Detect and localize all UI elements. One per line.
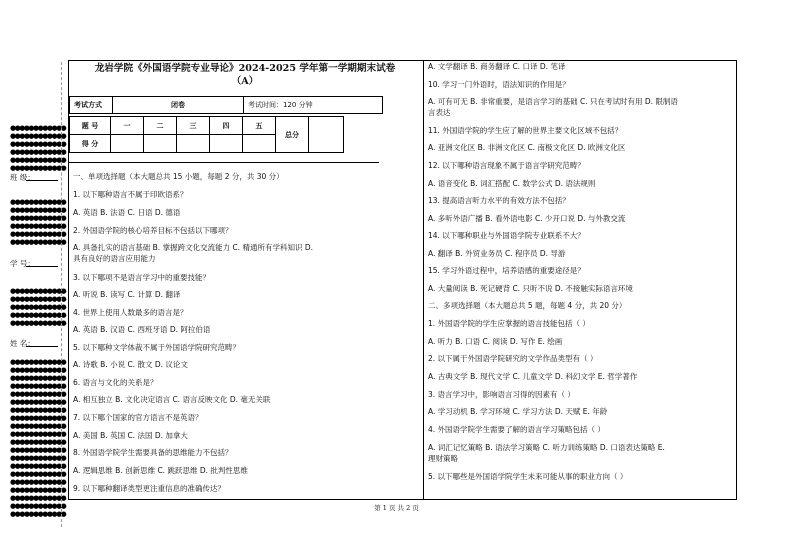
score-col-4: 四: [210, 117, 243, 135]
score-cell[interactable]: [210, 135, 243, 153]
question-text: 15. 学习外语过程中，培养语感的重要途径是？: [428, 266, 585, 275]
binding-dots-2: ●●●●●●●●●●●● ●●●●●●●●●●●● ●●●●●●●●●●●● ●●●●●●●●●●●● ●●●●●●●●●●●● ●●●●●●●●●●●●: [10, 198, 66, 246]
question-options: A. 英语 B. 法语 C. 日语 D. 德语: [73, 208, 181, 217]
exam-method-label: 考试方式: [70, 97, 113, 114]
binding-cut-line: [61, 62, 62, 527]
question-text: 5. 以下哪些是外国语学院学生未来可能从事的职业方向（ ）: [428, 472, 628, 481]
score-col-5: 五: [243, 117, 276, 135]
section-heading: 一、单项选择题（本大题总共 15 小题，每题 2 分，共 30 分）: [73, 172, 284, 181]
exam-title: [70, 62, 420, 88]
exam-time: 考试时间：120 分钟: [244, 97, 383, 114]
question-text: 13. 提高语言听力水平的有效方法不包括？: [428, 196, 570, 205]
question-options: A. 相互独立 B. 文化决定语言 C. 语言反映文化 D. 毫无关联: [73, 395, 271, 404]
question-options: A. 文学翻译 B. 商务翻译 C. 口译 D. 笔译: [428, 62, 566, 71]
exam-title-line1: 龙岩学院《外国语学院专业导论》2024-2025 学年第一学期期末试卷: [94, 63, 396, 74]
total-label: 总分: [276, 117, 309, 153]
binding-dots-top: ●●●●●●●●●●●● ●●●●●●●●●●●● ●●●●●●●●●●●● ●●●●●●●●●●●● ●●●●●●●●●●●● ●●●●●●●●●●●●: [10, 124, 66, 172]
score-cell[interactable]: [177, 135, 210, 153]
score-cell[interactable]: [144, 135, 177, 153]
question-text: 1. 以下哪种语言不属于印欧语系？: [73, 190, 188, 199]
score-col-1: 一: [111, 117, 144, 135]
score-col-3: 三: [177, 117, 210, 135]
question-text: 2. 外国语学院的核心培养目标不包括以下哪项？: [73, 226, 233, 235]
class-label: 班 级：: [10, 173, 35, 182]
question-options: A. 逻辑思维 B. 创新思维 C. 跳跃思维 D. 批判性思维: [73, 466, 248, 475]
question-text: 3. 语言学习中，影响语言习得的因素有（ ）: [428, 390, 575, 399]
question-text: 7. 以下哪个国家的官方语言不是英语？: [73, 413, 203, 422]
question-text: 4. 世界上使用人数最多的语言是？: [73, 308, 188, 317]
page-number: 第 1 页 共 2 页: [374, 504, 419, 512]
question-text: 12. 以下哪种语言现象不属于语言学研究范畴？: [428, 161, 585, 170]
question-options-cont: 理财策略: [428, 454, 458, 463]
name-line[interactable]: [26, 346, 58, 347]
question-text: 6. 语言与文化的关系是？: [73, 378, 158, 387]
score-cell[interactable]: [243, 135, 276, 153]
question-options: A. 语音变化 B. 词汇搭配 C. 数学公式 D. 语法规则: [428, 179, 596, 188]
binding-dots-3: ●●●●●●●●●●●● ●●●●●●●●●●●● ●●●●●●●●●●●● ●●●●●●●●●●●● ●●●●●●●●●●●●: [10, 287, 66, 327]
class-line[interactable]: [26, 180, 58, 181]
exam-title-line2: （A）: [231, 76, 259, 87]
question-text: 9. 以下哪种翻译类型更注重信息的准确传达？: [73, 484, 226, 493]
student-id-label: 学 号：: [10, 259, 35, 268]
question-text: 11. 外国语学院的学生应了解的世界主要文化区域不包括？: [428, 126, 623, 135]
question-options: A. 多听外语广播 B. 看外语电影 C. 少开口说 D. 与外教交流: [428, 214, 626, 223]
question-text: 8. 外国语学院学生需要具备的思维能力不包括？: [73, 448, 233, 457]
question-options: A. 具备扎实的语言基础 B. 掌握跨文化交流能力 C. 精通所有学科知识 D.: [73, 243, 313, 252]
column-divider: [423, 60, 424, 500]
question-options-cont: 言表达: [428, 108, 451, 117]
name-label: 姓 名：: [10, 339, 35, 348]
question-text: 2. 以下属于外国语学院研究的文学作品类型有（ ）: [428, 354, 598, 363]
question-text: 3. 以下哪项不是语言学习中的重要技能？: [73, 273, 211, 282]
question-options: A. 翻译 B. 外贸业务员 C. 程序员 D. 导游: [428, 249, 566, 258]
question-text: 10. 学习一门外语时，语法知识的作用是？: [428, 80, 570, 89]
question-text: 5. 以下哪种文学体裁不属于外国语学院研究范畴？: [73, 343, 241, 352]
question-options: A. 可有可无 B. 非常重要，是语言学习的基础 C. 只在考试时有用 D. 限制语: [428, 97, 678, 106]
question-text: 14. 以下哪种职业与外国语学院专业联系不大？: [428, 231, 585, 240]
question-options: A. 美国 B. 英国 C. 法国 D. 加拿大: [73, 431, 188, 440]
question-options: A. 古典文学 B. 现代文学 C. 儿童文学 D. 科幻文学 E. 哲学著作: [428, 372, 638, 381]
total-score-cell[interactable]: [309, 117, 344, 153]
exam-method-value: 闭卷: [113, 97, 244, 114]
question-text: 4. 外国语学院学生需要了解的语言学习策略包括（ ）: [428, 425, 605, 434]
question-options: A. 大量阅读 B. 死记硬背 C. 只听不说 D. 不接触实际语言环境: [428, 284, 633, 293]
section-heading: 二、多项选择题（本大题总共 5 题，每题 4 分，共 20 分）: [428, 301, 627, 310]
question-options-cont: 具有良好的语言应用能力: [73, 254, 156, 263]
student-id-line[interactable]: [26, 266, 58, 267]
question-options: A. 听力 B. 口语 C. 阅读 D. 写作 E. 绘画: [428, 337, 563, 346]
score-label: 得 分: [70, 135, 111, 153]
question-options: A. 听说 B. 读写 C. 计算 D. 翻译: [73, 290, 181, 299]
question-options: A. 学习动机 B. 学习环境 C. 学习方法 D. 天赋 E. 年龄: [428, 407, 608, 416]
score-cell[interactable]: [111, 135, 144, 153]
exam-info-table: [69, 96, 383, 114]
score-col-2: 二: [144, 117, 177, 135]
question-options: A. 英语 B. 汉语 C. 西班牙语 D. 阿拉伯语: [73, 325, 211, 334]
question-text: 1. 外国语学院的学生应掌握的语言技能包括（ ）: [428, 319, 590, 328]
question-options: A. 诗歌 B. 小说 C. 散文 D. 议论文: [73, 360, 188, 369]
header-separator: [69, 162, 379, 163]
question-options: A. 词汇记忆策略 B. 语法学习策略 C. 听力训练策略 D. 口语表达策略 E.: [428, 443, 665, 452]
question-options: A. 亚洲文化区 B. 非洲文化区 C. 南极文化区 D. 欧洲文化区: [428, 143, 626, 152]
score-row-label: 题 号: [70, 117, 111, 135]
binding-dots-4: ●●●●●●●●●●●● ●●●●●●●●●●●● ●●●●●●●●●●●● ●●●●●●●●●●●● ●●●●●●●●●●●● ●●●●●●●●●●●● ●●●●●●●●●●●● ●●●●●●●●●●●● ●●●●●●●●●●●● ●●●●●●●●●●●● ●●●●●●●●●●●● ●●●●●●●●●●●● ●●●●●●●●●●●● ●●●●●●●●●●●● ●●●●●●●●●●●● ●●●●●●●●●●●● ●●●●●●●●●●●● ●●●●●●●●●●●● ●●●●●●●●●●●● ●●●●●●●●●●●●: [10, 358, 66, 518]
score-table: [69, 116, 344, 153]
